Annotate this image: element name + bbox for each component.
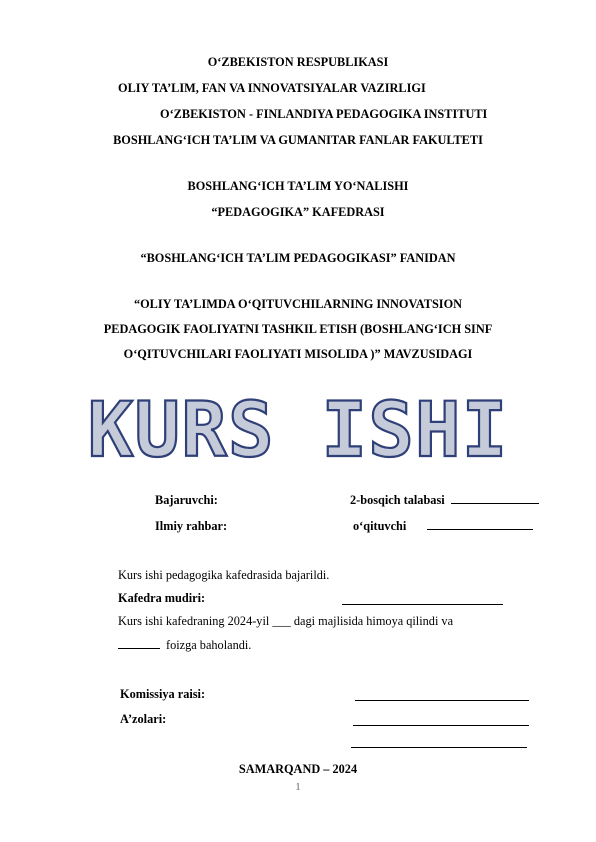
- performer-role: 2-bosqich talabasi: [350, 493, 445, 507]
- performer-name-line: [451, 503, 539, 504]
- defense-note: Kurs ishi kafedraning 2024-yil ___ dagi majlisida himoya qilindi va: [118, 614, 454, 628]
- work-title: KURS ISHI: [87, 385, 509, 474]
- head-signature-line: [342, 591, 503, 605]
- commission-member-rule-2: [351, 733, 527, 748]
- performer-value: [350, 493, 539, 508]
- grade-note: [118, 638, 251, 653]
- advisor-label: Ilmiy rahbar:: [155, 519, 228, 533]
- head-label: Kafedra mudiri:: [118, 591, 206, 605]
- performer-label: Bajaruvchi:: [155, 493, 218, 507]
- grade-blank-line: [118, 648, 160, 649]
- topic-line-3: O‘QITUVCHILARI FAOLIYATI MISOLIDA )” MAVZUSIDAGI: [123, 347, 473, 361]
- subject-line: “BOSHLANG‘ICH TA’LIM PEDAGOGIKASI” FANIDAN: [140, 251, 456, 265]
- commission-chair-line: [355, 686, 529, 706]
- advisor-name-line: [427, 529, 533, 530]
- advisor-role: o‘qituvchi: [353, 519, 407, 533]
- topic-line-1: “OLIY TA’LIMDA O‘QITUVCHILARNING INNOVATSION: [133, 297, 463, 311]
- department-direction: BOSHLANG‘ICH TA’LIM YO‘NALISHI: [187, 179, 409, 193]
- commission-member-line-2: [351, 733, 527, 753]
- head-signature-rule: [342, 591, 503, 605]
- header-line-ministry: OLIY TA’LIM, FAN VA INNOVATSIYALAR VAZIRLIGI: [118, 81, 426, 95]
- commission-member-line-1: [353, 711, 529, 731]
- commission-member-rule-1: [353, 711, 529, 726]
- page-number: 1: [295, 781, 301, 793]
- topic-line-2: PEDAGOGIK FAOLIYATNI TASHKIL ETISH (BOSHLANG‘ICH SINF: [103, 322, 493, 336]
- commission-members-label: A’zolari:: [120, 712, 167, 726]
- completed-note: Kurs ishi pedagogika kafedrasida bajarildi.: [118, 568, 330, 582]
- header-line-faculty: BOSHLANG‘ICH TA’LIM VA GUMANITAR FANLAR FAKULTETI: [113, 133, 483, 147]
- city-year: SAMARQAND – 2024: [238, 762, 358, 776]
- header-line-republic: O‘ZBEKISTON RESPUBLIKASI: [207, 55, 389, 69]
- grade-text: foizga baholandi.: [166, 638, 252, 652]
- commission-chair-label: Komissiya raisi:: [120, 687, 206, 701]
- header-line-institute: O‘ZBEKISTON - FINLANDIYA PEDAGOGIKA INSTITUTI: [160, 107, 488, 121]
- advisor-value: [353, 519, 533, 534]
- department-name: “PEDAGOGIKA” KAFEDRASI: [211, 205, 385, 219]
- commission-chair-rule: [355, 686, 529, 701]
